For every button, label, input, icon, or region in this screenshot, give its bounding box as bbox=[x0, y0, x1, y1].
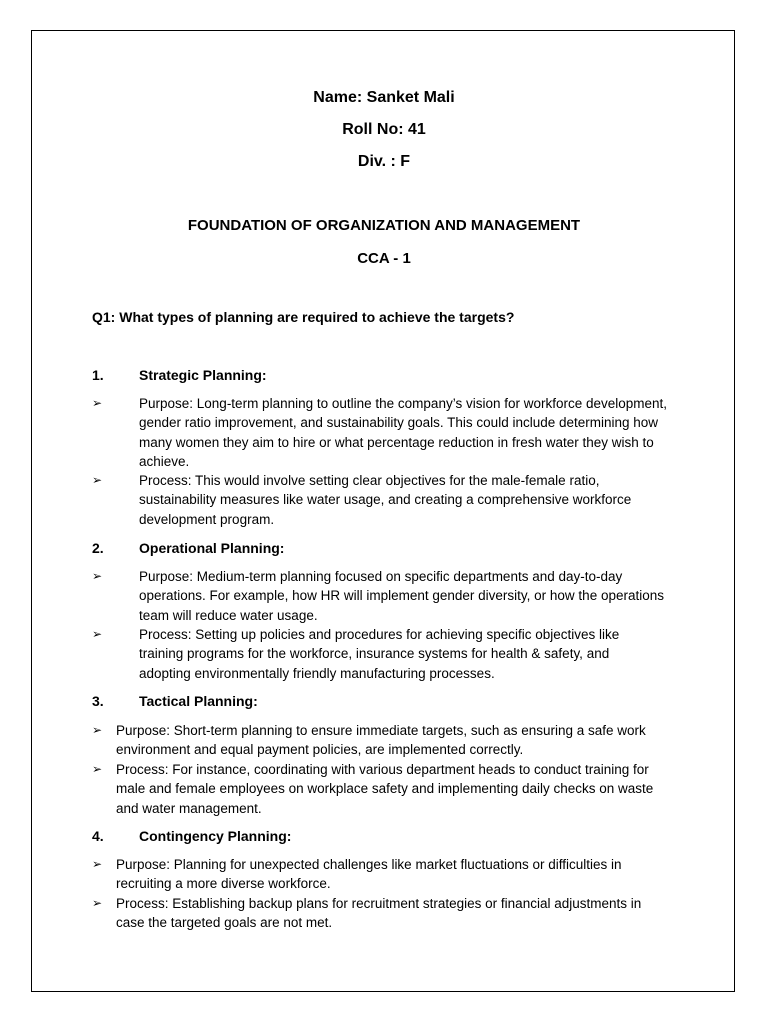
course-title: FOUNDATION OF ORGANIZATION AND MANAGEMENT bbox=[187, 217, 581, 234]
section-heading bbox=[92, 691, 692, 711]
arrow-bullet-icon: ➢ bbox=[92, 396, 103, 410]
bullet-text: Process: This would involve setting clear objectives for the male-female ratio, sustainability measures like water usage, and creating a comprehensive workforce development program. bbox=[139, 473, 632, 527]
section-heading bbox=[92, 826, 692, 846]
arrow-bullet-icon: ➢ bbox=[92, 569, 103, 583]
question-heading: Q1: What types of planning are required to achieve the targets? bbox=[92, 309, 515, 325]
section-number: 3. bbox=[92, 693, 104, 709]
section-title: Strategic Planning: bbox=[139, 367, 267, 383]
arrow-bullet-icon: ➢ bbox=[92, 473, 103, 487]
arrow-bullet-icon: ➢ bbox=[92, 627, 103, 641]
bullet-text: Purpose: Long-term planning to outline the company’s vision for workforce development, gender ratio improvement, and sustainability goals. This could include determining how many women they aim to hire or what percentage reduction in fresh water they wish to achieve. bbox=[139, 396, 668, 469]
section-title: Operational Planning: bbox=[139, 540, 285, 556]
section-heading bbox=[92, 538, 692, 558]
section-number: 4. bbox=[92, 828, 104, 844]
arrow-bullet-icon: ➢ bbox=[92, 762, 103, 776]
bullet-text: Process: For instance, coordinating with various department heads to conduct training for male and female employees on workplace safety and implementing daily checks on waste and water management. bbox=[116, 762, 654, 816]
bullet-text: Process: Establishing backup plans for recruitment strategies or financial adjustments in case the targeted goals are not met. bbox=[116, 896, 642, 931]
student-name: Name: Sanket Mali bbox=[313, 89, 455, 106]
section-title: Tactical Planning: bbox=[139, 693, 258, 709]
bullet-text: Purpose: Short-term planning to ensure immediate targets, such as ensuring a safe work environment and equal payment policies, are implemented correctly. bbox=[116, 723, 646, 758]
section-number: 1. bbox=[92, 367, 104, 383]
bullet-text: Process: Setting up policies and procedures for achieving specific objectives like training programs for the workforce, insurance systems for health & safety, and adopting environmentally friendly manufacturing processes. bbox=[139, 627, 620, 681]
division: Div. : F bbox=[357, 153, 411, 170]
arrow-bullet-icon: ➢ bbox=[92, 896, 103, 910]
bullet-text: Purpose: Medium-term planning focused on specific departments and day-to-day operations. For example, how HR will implement gender diversity, or how the operations team will reduce water usage. bbox=[139, 569, 664, 623]
arrow-bullet-icon: ➢ bbox=[92, 723, 103, 737]
assignment-id: CCA - 1 bbox=[357, 250, 411, 267]
section-number: 2. bbox=[92, 540, 104, 556]
roll-number: Roll No: 41 bbox=[342, 121, 426, 138]
bullet-text: Purpose: Planning for unexpected challenges like market fluctuations or difficulties in recruiting a more diverse workforce. bbox=[116, 857, 622, 892]
section-title: Contingency Planning: bbox=[139, 828, 292, 844]
section-heading bbox=[92, 365, 692, 385]
arrow-bullet-icon: ➢ bbox=[92, 857, 103, 871]
